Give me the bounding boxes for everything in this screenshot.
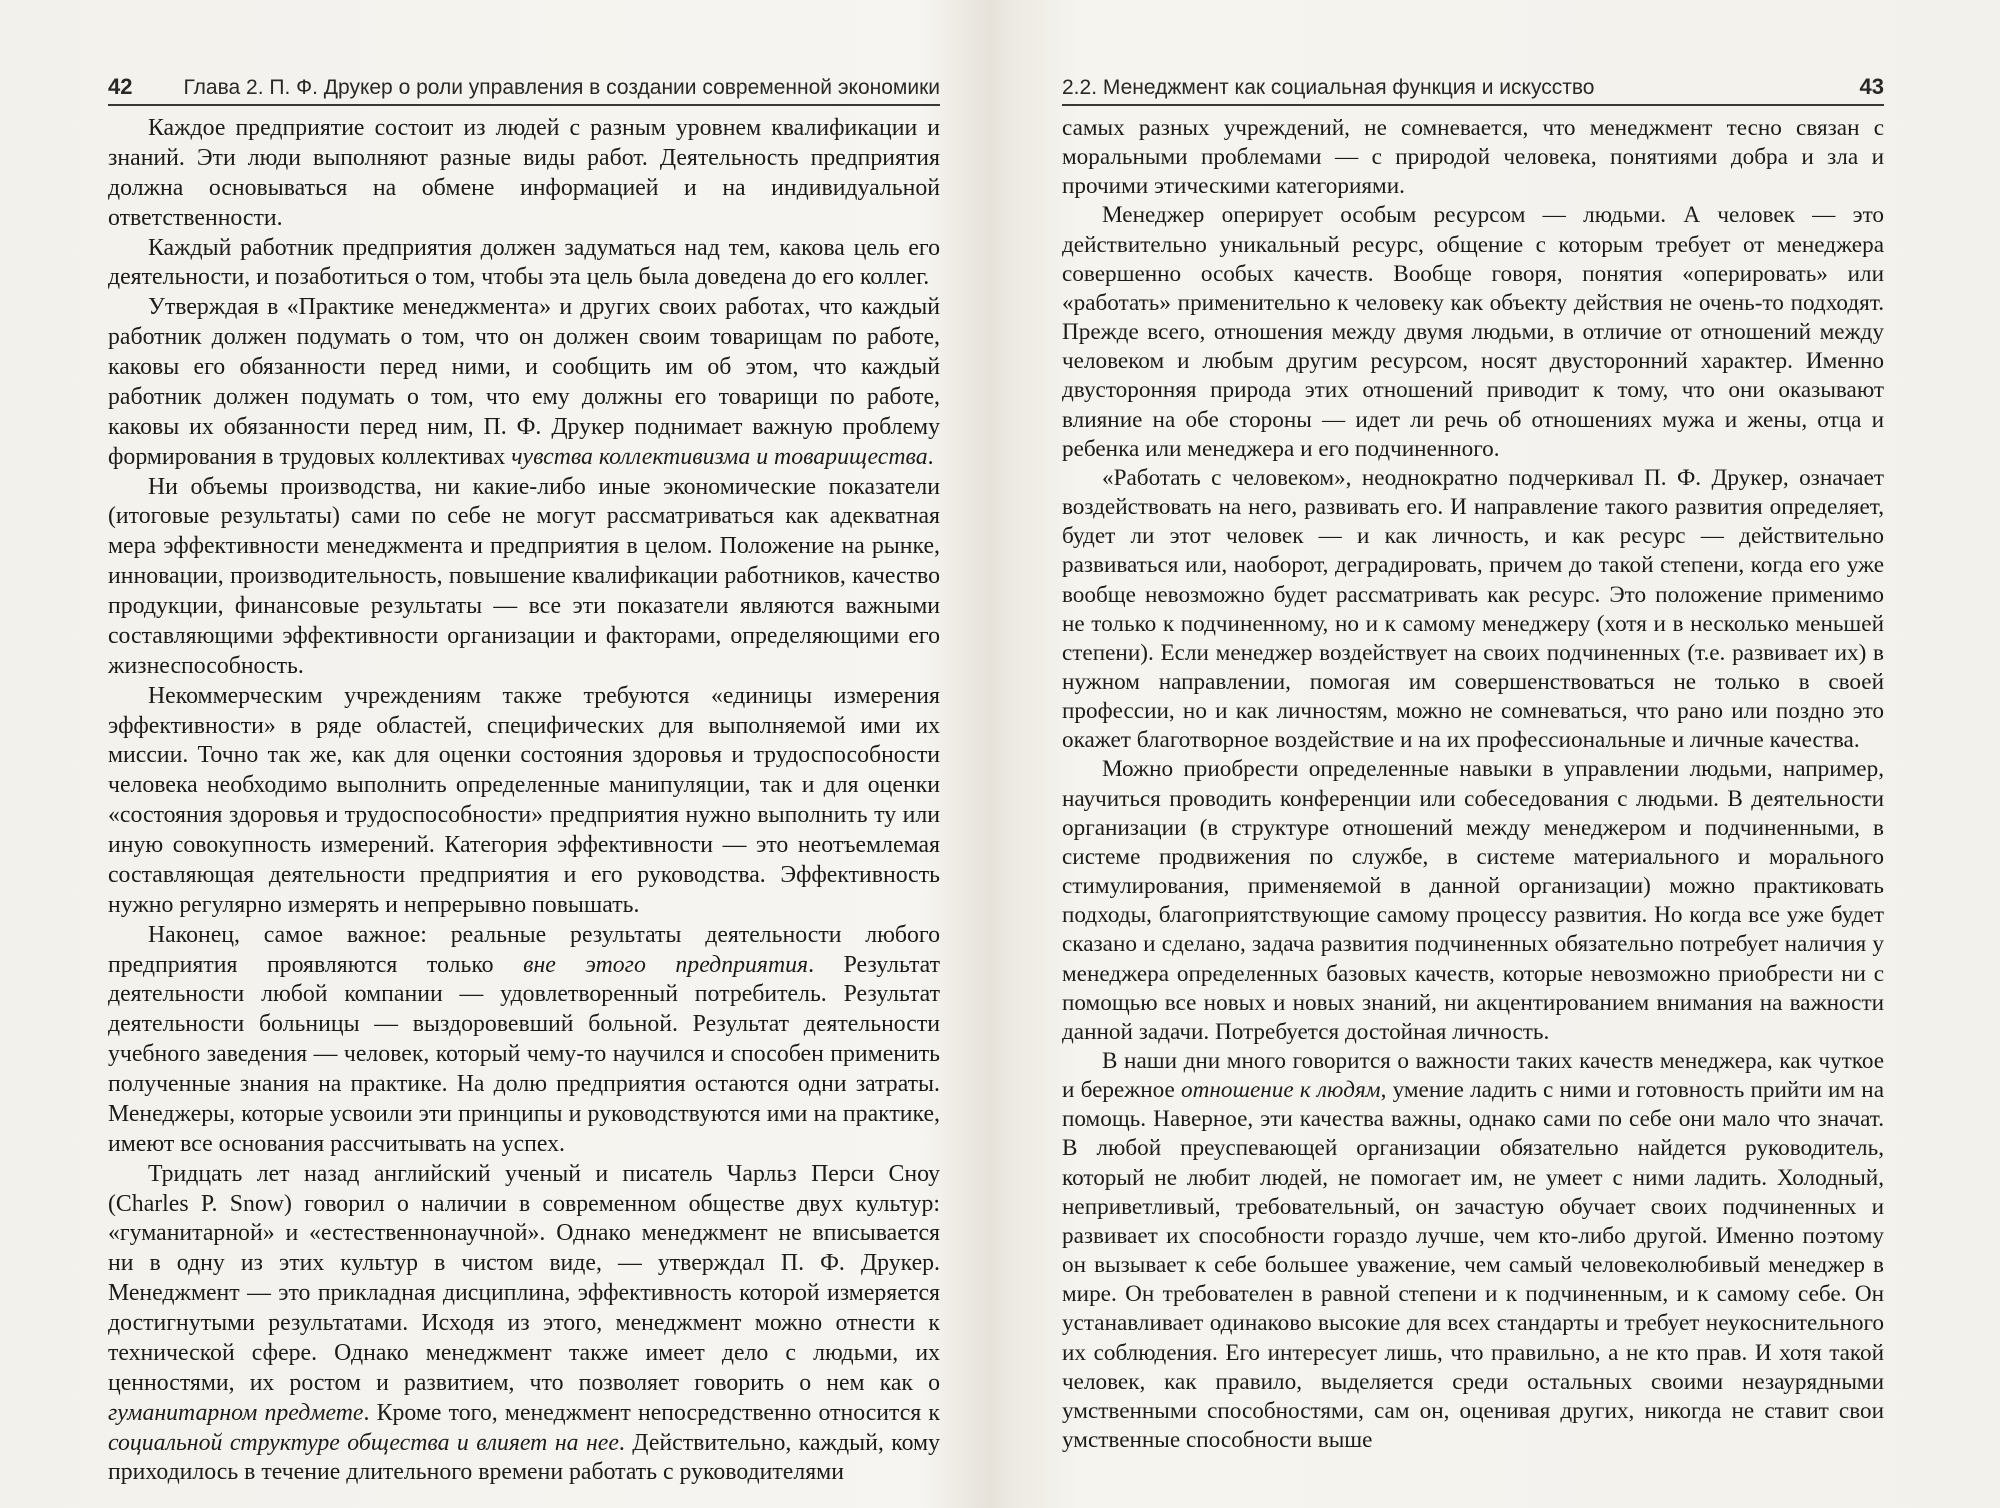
running-title: Глава 2. П. Ф. Друкер о роли управления в создании современной экономики [183, 76, 940, 99]
right-page [1000, 0, 2000, 1508]
text-run: «Работать с человеком», неоднократно подчеркивал П. Ф. Друкер, означает воздействовать на него, развивать его. И направление такого развития определяет, будет ли этот человек — и как личность, и как ресурс — действительно развиваться или, наоборот, деградировать, причем до такой степени, когда его уже вообще невозможно будет рассматривать как ресурс. Это положение применимо не только к подчиненному, но и к самому менеджеру (хотя и в несколько меньшей степени). Если менеджер воздействует на своих подчиненных (т.е. развивает их) в нужном направлении, помогая им совершенствоваться не только в своей профессии, но и как личностям, можно не сомневаться, что рано или поздно это окажет благотворное воздействие и на их профессиональные и личные качества. [1062, 464, 1884, 754]
text-run: Ни объемы производства, ни какие-либо иные экономические показатели (итоговые результаты) сами по себе не могут рассматриваться как адекватная мера эффективности менеджмента и предприятия в целом. Положение на рынке, инновации, производительность, повышение квалификации работников, качество продукции, финансовые результаты — все эти показатели являются важными составляющими эффективности организации и факторами, определяющими его жизнеспособность. [108, 473, 940, 679]
text-run: Наконец, самое важное: реальные результаты деятельности любого предприятия проявляются только [108, 921, 940, 978]
text-run: В наши дни много говорится о важности таких качеств менеджера, как чуткое и бережное [1062, 1048, 1884, 1104]
paragraph [108, 114, 940, 234]
italic-text: вне этого предприятия [523, 951, 809, 978]
italic-text: гуманитарном предмете [108, 1399, 364, 1426]
text-run: Некоммерческим учреждениям также требуются «единицы измерения эффективности» в ряде областей, специфических для выполняемой ими их миссии. Точно так же, как для оценки состояния здоровья и трудоспособности человека необходимо выполнить определенные манипуляции, так и для оценки «состояния здоровья и трудоспособности» предприятия нужно выполнить ту или иную совокупность измерений. Категория эффективности — это неотъемлемая составляющая деятельности предприятия и его руководства. Эффективность нужно регулярно измерять и непрерывно повышать. [108, 682, 940, 918]
paragraph [108, 234, 940, 294]
text-run: Утверждая в «Практике менеджмента» и других своих работах, что каждый работник должен подумать о том, что он должен своим товарищам по работе, каковы его обязанности перед ними, и сообщить им об этом, что каждый работник должен подумать о том, что ему должны его товарищи по работе, каковы их обязанности перед ним, П. Ф. Друкер поднимает важную проблему формирования в трудовых коллективах [108, 294, 940, 470]
text-run: . Результат деятельности любой компании — удовлетворенный потребитель. Результат деятельности больницы — выздоровевший больной. Результат деятельности учебного заведения — человек, который чему-то научился и способен применить полученные знания на практике. На долю предприятия остаются одни затраты. Менеджеры, которые усвоили эти принципы и руководствуются ими на практике, имеют все основания рассчитывать на успех. [108, 951, 940, 1157]
right-page-body [1062, 114, 1884, 1455]
page-number: 42 [108, 74, 133, 99]
paragraph [1062, 1047, 1884, 1455]
paragraph [1062, 201, 1884, 463]
text-run: Каждый работник предприятия должен задуматься над тем, какова цель его деятельности, и позаботиться о том, чтобы эта цель была доведена до его коллег. [108, 234, 940, 291]
text-run: . Кроме того, менеджмент непосредственно относится к [363, 1399, 940, 1426]
paragraph [108, 473, 940, 682]
text-run: Тридцать лет назад английский ученый и писатель Чарльз Перси Сноу (Charles P. Snow) говорил о наличии в современном обществе двух культур: «гуманитарной» и «естественнонаучной». Однако менеджмент не вписывается ни в одну из этих культур в чистом виде, — утверждал П. Ф. Друкер. Менеджмент — это прикладная дисциплина, эффективность которой измеряется достигнутыми результатами. Исходя из этого, менеджмент можно отнести к технической сфере. Однако менеджмент также имеет дело с людьми, их ценностями, их ростом и развитием, что позволяет говорить о нем как о [108, 1160, 940, 1396]
italic-text: отношение к людям [1181, 1077, 1381, 1104]
text-run: . Действительно, каждый, кому приходилось в течение длительного времени работать с руководителями [108, 1429, 940, 1486]
text-run: . [927, 443, 934, 470]
italic-text: социальной структуре общества и влияет на нее [108, 1429, 619, 1456]
text-run: Можно приобрести определенные навыки в управлении людьми, например, научиться проводить конференции или собеседования с людьми. В деятельности организации (в структуре отношений между менеджером и подчиненными, в системе продвижения по службе, в системе материального и морального стимулирования, применяемой в данной организации) можно практиковать подходы, благоприятствующие самому процессу развития. Но когда все уже будет сказано и сделано, задача развития подчиненных обязательно потребует наличия у менеджера определенных базовых качеств, которые невозможно приобрести ни с помощью все новых и новых знаний, ни акцентированием внимания на важности данной задачи. Потребуется достойная личность. [1062, 756, 1884, 1045]
left-page-body [108, 114, 940, 1488]
paragraph [1062, 114, 1884, 201]
right-page-header [1062, 66, 1884, 106]
text-run: Менеджер оперирует особым ресурсом — людьми. А человек — это действительно уникальный ресурс, общение с которым требует от менеджера совершенно особых качеств. Вообще говоря, понятия «оперировать» или «работать» применительно к человеку как объекту действия не очень-то подходят. Прежде всего, отношения между двумя людьми, в отличие от отношений между человеком и любым другим ресурсом, носят двусторонний характер. Именно двусторонняя природа этих отношений приводит к тому, что они оказывают влияние на обе стороны — идет ли речь об отношениях мужа и жены, отца и ребенка или менеджера и его подчиненного. [1062, 202, 1884, 462]
page-number: 43 [1859, 74, 1884, 99]
text-run: самых разных учреждений, не сомневается, что менеджмент тесно связан с моральными проблемами — с природой человека, понятиями добра и зла и прочими этическими категориями. [1062, 115, 1884, 200]
paragraph [1062, 755, 1884, 1047]
italic-text: чувства коллективизма и товарищества [511, 443, 928, 470]
paragraph [108, 682, 940, 921]
text-run: Каждое предприятие состоит из людей с разным уровнем квалификации и знаний. Эти люди выполняют разные виды работ. Деятельность предприятия должна основываться на обмене информацией и на индивидуальной ответственности. [108, 115, 940, 231]
paragraph [108, 921, 940, 1160]
paragraph [108, 1160, 940, 1489]
text-run: , умение ладить с ними и готовность прийти им на помощь. Наверное, эти качества важны, однако сами по себе они мало что значат. В любой преуспевающей организации обязательно найдется руководитель, который не любит людей, не помогает им, не умеет с ними ладить. Холодный, неприветливый, требовательный, он зачастую обучает своих подчиненных и развивает их способности гораздо лучше, чем кто-либо другой. Именно поэтому он вызывает к себе большее уважение, чем самый человеколюбивый менеджер в мире. Он требователен в равной степени и к подчиненным, и к самому себе. Он устанавливает одинаково высокие для всех стандарты и требует неукоснительного их соблюдения. Его интересует лишь, что правильно, а не кто прав. И хотя такой человек, как правило, выделяется среди остальных своими незаурядными умственными способностями, сам он, оценивая других, никогда не ставит свои умственные способности выше [1062, 1077, 1884, 1454]
paragraph [1062, 464, 1884, 756]
paragraph [108, 293, 940, 472]
left-page-header [108, 66, 940, 106]
running-title: 2.2. Менеджмент как социальная функция и искусство [1062, 76, 1595, 99]
